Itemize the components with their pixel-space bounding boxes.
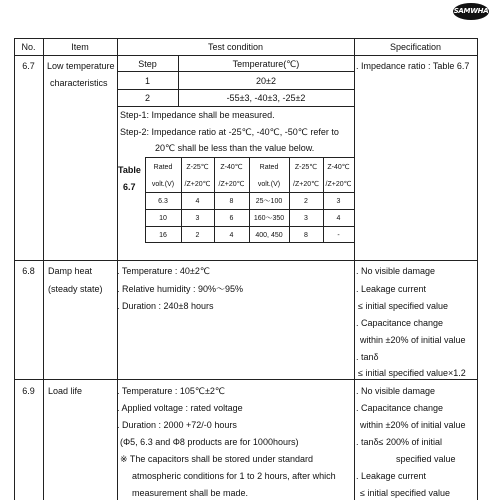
ratio-h5-bottom: /Z+20℃ [293, 181, 319, 188]
ratio-r3-c5: 8 [304, 232, 308, 239]
ratio-h6-bottom: /Z+20℃ [325, 181, 352, 188]
row68-spec-1: . No visible damage [356, 266, 436, 276]
row67-note-step1: Step-1: Impedance shall be measured. [120, 110, 275, 120]
ratio-r3-c4: 400, 450 [255, 232, 283, 239]
ratio-r2-c6: 4 [336, 215, 341, 222]
ratio-h4-bottom: volt.(V) [257, 181, 281, 188]
row68-condition-duration: . Duration : 240±8 hours [117, 301, 214, 311]
col-divider-condition [354, 38, 355, 500]
ratio-r2-c4: 160～350 [253, 215, 285, 222]
ratio-r1-c6: 3 [336, 198, 341, 205]
row69-condition-5: ※ The capacitors shall be stored under standard [120, 454, 313, 464]
col-divider-no [43, 38, 44, 500]
ratio-r3-c1: 16 [159, 232, 167, 239]
row69-spec-7: ≤ initial specified value [360, 488, 450, 498]
row69-item: Load life [48, 386, 83, 396]
step-table-row1-bottom [117, 89, 354, 90]
samwha-logo: SAMWHA [453, 3, 489, 20]
ratio-h1-bottom: volt.(V) [151, 181, 175, 188]
ratio-r3-c6: - [337, 232, 340, 239]
row69-spec-3: within ±20% of initial value [360, 420, 466, 430]
row69-spec-4: . tanδ≤ 200% of initial [356, 437, 442, 447]
header-specification: Specification [389, 42, 442, 52]
row69-condition-4: (Φ5, 6.3 and Φ8 products are for 1000hours) [120, 437, 299, 447]
ratio-r2-c3: 6 [229, 215, 234, 222]
row67-note-step2: Step-2: Impedance ratio at -25℃, -40℃, -50℃ refer to [120, 127, 339, 137]
table-right-border [477, 38, 478, 500]
row69-condition-3: . Duration : 2000 +72/-0 hours [117, 420, 237, 430]
ratio-r1-c5: 2 [304, 198, 308, 205]
ratio-r3-c2: 2 [195, 232, 200, 239]
table-top-border [14, 38, 478, 39]
row68-item-line1: Damp heat [48, 266, 93, 276]
row68-spec-7: ≤ initial specified value×1.2 [358, 368, 466, 378]
row68-condition-humidity: . Relative humidity : 90%～95% [117, 284, 244, 294]
ratio-h2-top: Z-25℃ [186, 164, 209, 171]
row68-condition-temperature: . Temperature : 40±2℃ [117, 266, 210, 276]
header-bottom-border [14, 55, 478, 56]
ratio-r1-c1: 6.3 [158, 198, 168, 205]
row69-spec-2: . Capacitance change [356, 403, 444, 413]
ratio-h4-top: Rated [259, 164, 279, 171]
row68-spec-3: ≤ initial specified value [358, 301, 448, 311]
step-table-row1-temp: 20±2 [256, 76, 276, 86]
ratio-r1-c2: 4 [195, 198, 200, 205]
table67-label: Table [118, 165, 141, 175]
step-table-row2-bottom [117, 106, 354, 107]
row68-spec-4: . Capacitance change [356, 318, 444, 328]
table67-number: 6.7 [123, 182, 136, 192]
row68-no: 6.8 [22, 266, 35, 276]
row68-spec-6: . tanδ [356, 352, 379, 362]
row69-condition-6: atmospheric conditions for 1 to 2 hours, after which [132, 471, 336, 481]
ratio-r2-c1: 10 [159, 215, 167, 222]
ratio-h5-top: Z-25℃ [294, 164, 318, 171]
row67-note-step2-cont: 20℃ shall be less than the value below. [155, 143, 315, 153]
row69-spec-1: . No visible damage [356, 386, 436, 396]
ratio-h2-bottom: /Z+20℃ [184, 181, 211, 188]
step-table-row1-step: 1 [144, 76, 150, 86]
ratio-r2-c5: 3 [304, 215, 308, 222]
row67-bottom-border [14, 260, 478, 261]
row69-spec-5: specified value [396, 454, 456, 464]
step-table-header-step: Step [138, 59, 157, 69]
row69-no: 6.9 [22, 386, 35, 396]
ratio-r3-c3: 4 [229, 232, 234, 239]
row68-bottom-border [14, 379, 478, 380]
row68-item-line2: (steady state) [48, 284, 103, 294]
step-table-row2-temp: -55±3, -40±3, -25±2 [226, 93, 306, 103]
step-table-header-temperature: Temperature(℃) [232, 59, 300, 69]
row69-condition-7: measurement shall be made. [132, 488, 249, 498]
ratio-h3-bottom: /Z+20℃ [218, 181, 245, 188]
step-table-header-bottom [117, 71, 354, 72]
row68-spec-2: . Leakage current [356, 284, 427, 294]
row69-spec-6: . Leakage current [356, 471, 427, 481]
header-no: No. [21, 42, 36, 52]
ratio-h6-top: Z-40℃ [327, 164, 350, 171]
row68-spec-5: within ±20% of initial value [360, 335, 466, 345]
step-table-row2-step: 2 [144, 93, 150, 103]
ratio-r1-c4: 25～100 [255, 198, 283, 205]
header-item: Item [71, 42, 89, 52]
ratio-r2-c2: 3 [195, 215, 200, 222]
row67-spec: . Impedance ratio : Table 6.7 [356, 61, 470, 71]
ratio-h3-top: Z-40℃ [220, 164, 243, 171]
row67-no: 6.7 [22, 61, 35, 71]
row67-item-line1: Low temperature [47, 61, 115, 71]
row69-condition-1: . Temperature : 105℃±2℃ [117, 386, 226, 396]
row69-condition-2: . Applied voltage : rated voltage [117, 403, 243, 413]
ratio-h1-top: Rated [153, 164, 173, 171]
ratio-r1-c3: 8 [229, 198, 234, 205]
row67-item-line2: characteristics [50, 78, 108, 88]
header-test-condition: Test condition [207, 42, 264, 52]
